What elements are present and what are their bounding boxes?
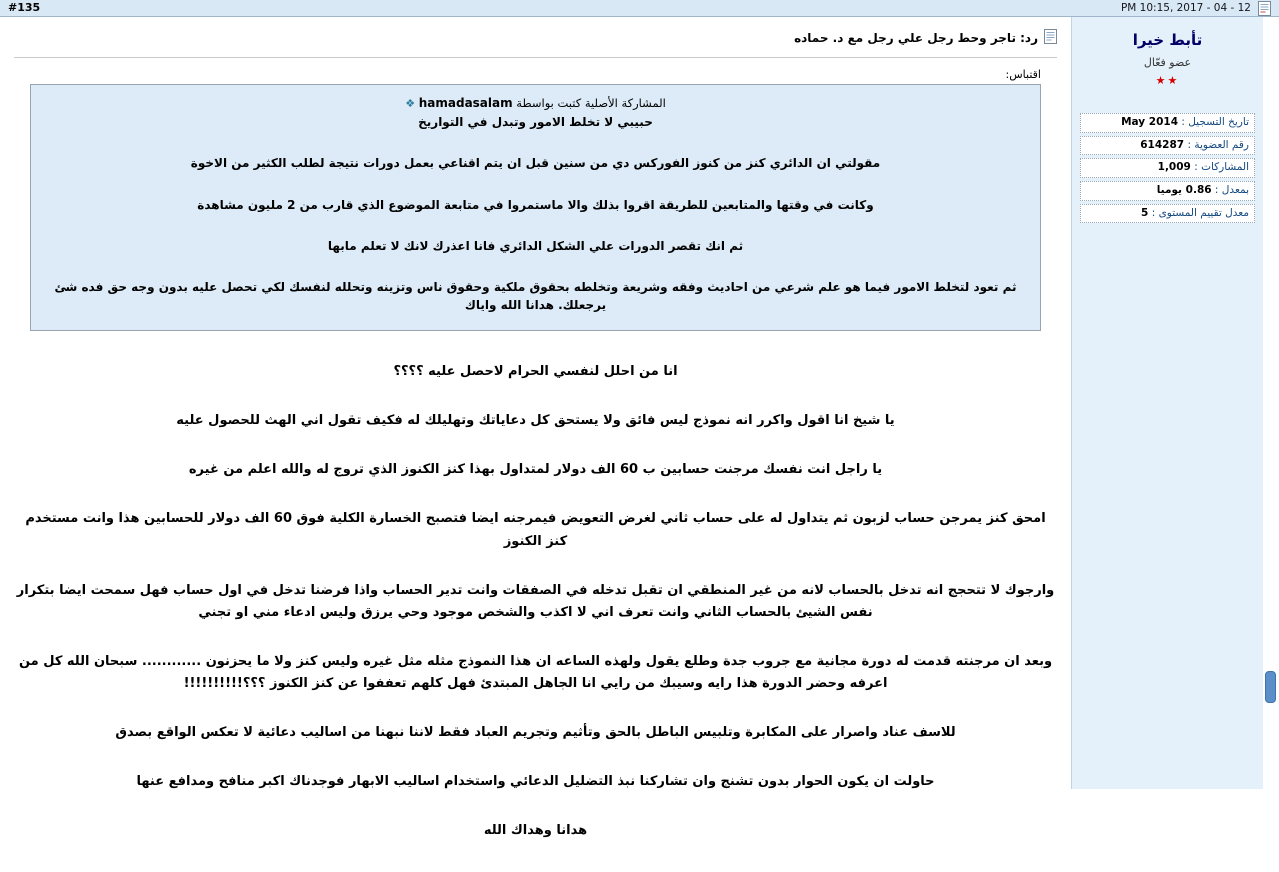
post-paragraph: امحق كنز يمرجن حساب لزبون ثم يتداول له على حساب ثاني لغرض التعويض فيمرجنه ايضا فتصبح الخسارة الكلية فوق 60 الف دولار للحسابين هذا وانت مستخدم كنز الكنوز	[25, 511, 1046, 549]
post-paragraph: هدانا وهداك الله	[483, 823, 588, 839]
user-title: عضو فعّال	[1143, 56, 1192, 69]
quote-label: اقتباس:	[1005, 68, 1041, 81]
post-timestamp: PM 10:15, 2017 - 04 - 12	[1120, 2, 1251, 14]
quote-paragraphs	[43, 114, 1028, 314]
user-stat-label: تاريخ التسجيل :	[1181, 116, 1249, 128]
post-body-area	[0, 17, 1071, 872]
quote-author: hamadasalam	[418, 96, 513, 110]
username-link[interactable]: تأبط خيرا	[1132, 31, 1203, 49]
user-info-panel	[1071, 17, 1263, 789]
user-stats-table	[1080, 113, 1255, 223]
quote-paragraph: ثم انك تقصر الدورات علي الشكل الدائري فانا اعذرك لانك لا تعلم مابها	[327, 238, 744, 253]
view-post-icon[interactable]: ❖	[405, 97, 416, 110]
post-paragraph: انا من احلل لنفسي الحرام لاحصل عليه ؟؟؟؟	[393, 364, 678, 380]
quote-paragraph: مقولتي ان الدائري كنز من كنوز الفوركس دي من سنين قبل ان يتم اقناعي بعمل دورات نتيجة لطلب الكثير من الاخوة	[190, 156, 881, 171]
user-stat-row	[1080, 204, 1255, 224]
quote-paragraph: حبيبي لا تخلط الامور وتبدل في التواريخ	[418, 114, 653, 129]
post-paragraphs	[14, 361, 1057, 842]
quote-paragraph: وكانت في وقتها والمتابعين للطريقة اقروا بذلك والا ماستمروا في متابعة الموضوع الذي قارب من 2 مليون مشاهدة	[197, 197, 874, 212]
quote-header	[43, 95, 1028, 112]
title-divider	[14, 57, 1057, 58]
user-stat-label: المشاركات :	[1194, 161, 1249, 174]
user-stat-value: 614287	[1140, 138, 1185, 151]
post-title: رد: تاجر وحط رجل علي رجل مع د. حماده	[794, 31, 1038, 45]
scrollbar-thumb[interactable]	[1265, 671, 1276, 703]
post-paragraph: يا شيخ انا اقول واكرر انه نموذج ليس فائق ولا يستحق كل دعاياتك وتهليلك له فكيف تقول اني الهث للحصول عليه	[176, 413, 895, 429]
user-stat-row	[1080, 181, 1255, 201]
post-icon	[1044, 29, 1057, 47]
user-stat-value: 0.86 يوميا	[1156, 183, 1212, 196]
quote-paragraph: ثم تعود لتخلط الامور فيما هو علم شرعي من احاديث وفقه وشريعة وتخلطه بحقوق ملكية وحقوق ناس وتزينه وتحلله لنفسك لكي تحصل عليه بدون وجه حق فده شئ يرجعلك. هدانا الله واياك	[54, 280, 1017, 312]
user-stat-value: 5	[1141, 206, 1149, 219]
user-stat-label: معدل تقييم المستوى :	[1151, 206, 1249, 219]
post-paragraph: للاسف عناد واصرار على المكابرة وتلبيس الباطل بالحق وتأثيم وتجريم العباد فقط لاننا نبهنا من اساليب دعائية لا تعكس الواقع بصدق	[115, 724, 956, 740]
user-stat-value: 1,009	[1157, 161, 1191, 174]
post-number-link[interactable]: #135	[8, 1, 41, 14]
scrollbar-track[interactable]	[1263, 17, 1279, 872]
user-stat-label: بمعدل :	[1214, 183, 1249, 196]
user-stat-value: May 2014	[1121, 116, 1178, 128]
post-paragraph: وارجوك لا تتحجج انه تدخل بالحساب لانه من غير المنطقي ان تقبل تدخله في الصفقات وانت تدير الحساب واذا فرضنا تدخل في اول حساب فهل سمحت ايضا بتكرار نفس الشيئ بالحساب الثاني وانت تعرف اني لا اكذب والشخص موجود وحي يرزق وليس ادعاء مني او تجني	[16, 582, 1055, 620]
user-stat-row	[1080, 136, 1255, 156]
quote-box	[30, 84, 1041, 331]
post-header-bar	[0, 0, 1279, 17]
post-content-row	[0, 17, 1279, 872]
user-stat-label: رقم العضوية :	[1187, 138, 1249, 151]
user-stat-row	[1080, 158, 1255, 178]
post-paragraph: وبعد ان مرجنته قدمت له دورة مجانية مع جروب جدة وطلع يقول ولهذه الساعه ان هذا النموذج مثله مثل غيره وليس كنز ولا ما يحزنون ............ سبحان الله كل من اعرفه وحضر الدورة هذا رايه وسيبك من رايي انا الجاهل المبتدئ فهل كلهم تعففوا عن كنز الكنوز ؟؟؟!!!!!!!!!!	[18, 653, 1053, 691]
post-title-row	[14, 29, 1057, 47]
post-paragraph: حاولت ان يكون الحوار بدون تشنج وان تشاركنا نبذ التضليل الدعائي واستخدام اساليب الابهار فوجدناك اكبر منافح ومدافع عنها	[136, 774, 935, 790]
user-stat-row	[1080, 113, 1255, 133]
post-paragraph: يا راجل انت نفسك مرجنت حسابين ب 60 الف دولار لمتداول بهذا كنز الكنوز الذي تروج له والله اعلم من غيره	[188, 462, 883, 478]
user-info-column	[1071, 17, 1263, 872]
user-rating-stars: ★★	[1155, 74, 1180, 87]
quote-header-text: المشاركة الأصلية كتبت بواسطة	[516, 96, 666, 110]
